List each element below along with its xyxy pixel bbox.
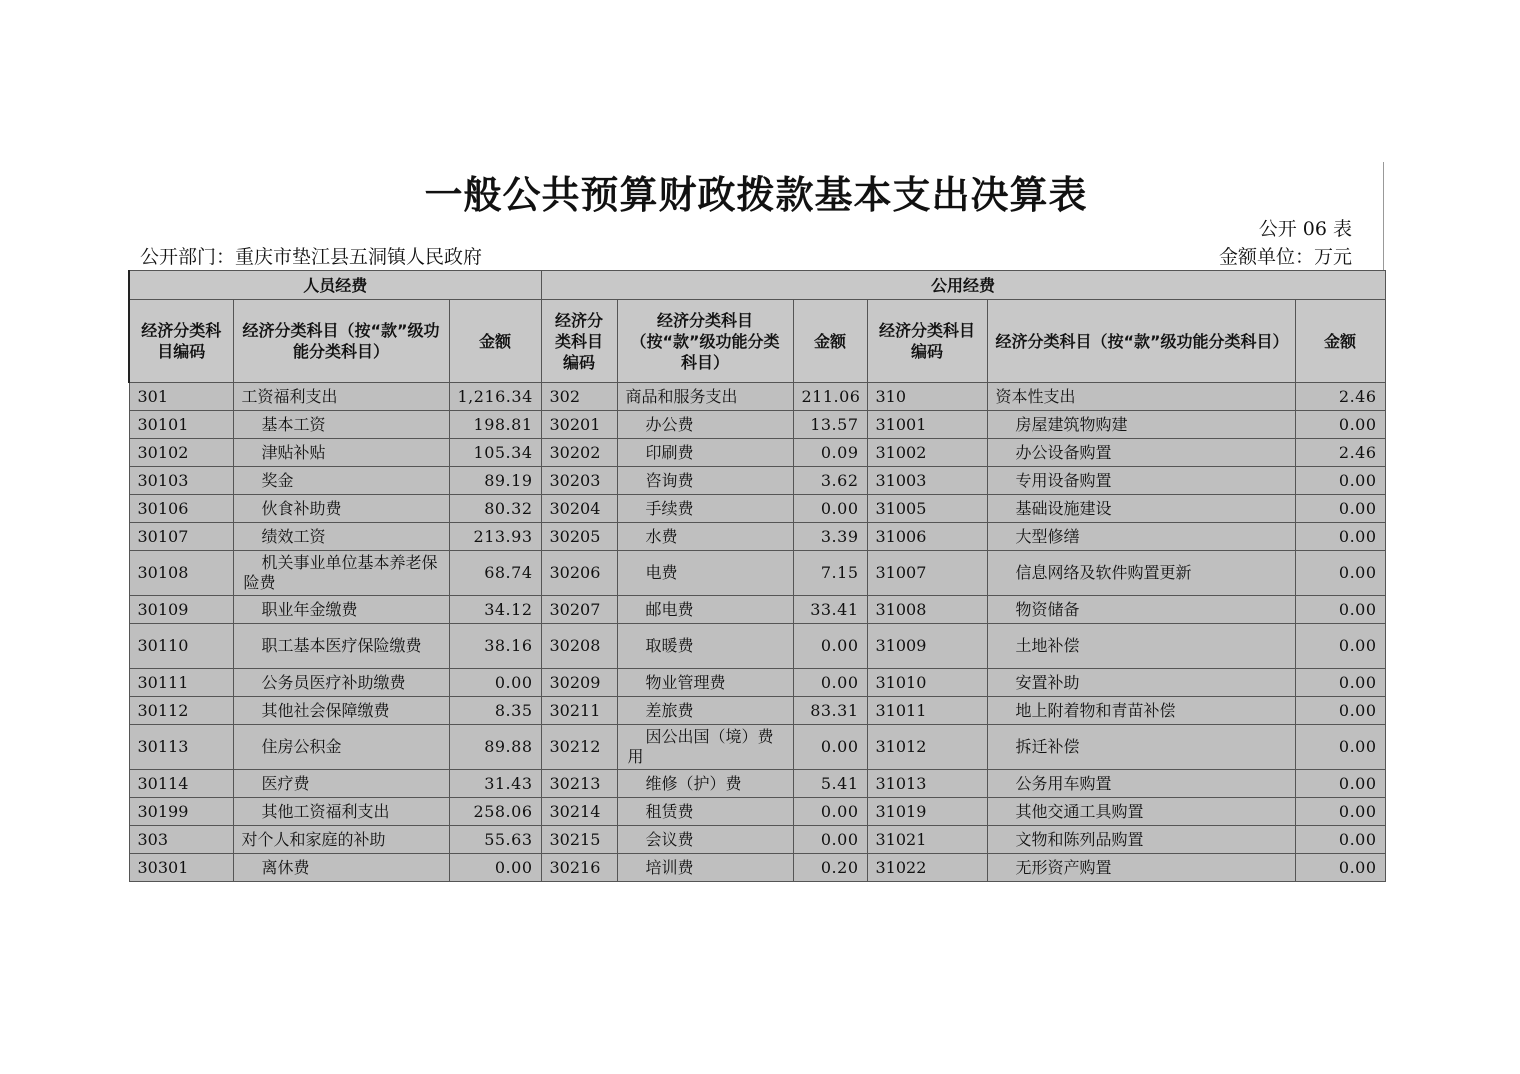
- personnel-amount-cell: 89.88: [449, 725, 541, 770]
- capital-amount-cell: 0.00: [1295, 770, 1385, 798]
- capital-name-cell: 公务用车购置: [987, 770, 1295, 798]
- personnel-amount-cell: 55.63: [449, 826, 541, 854]
- goods-amount-cell: 0.00: [793, 495, 867, 523]
- goods-amount-cell: 83.31: [793, 697, 867, 725]
- personnel-code-cell: 30111: [129, 669, 233, 697]
- goods-amount-cell: 0.20: [793, 854, 867, 882]
- capital-amount-cell: 0.00: [1295, 798, 1385, 826]
- personnel-code-cell: 30103: [129, 467, 233, 495]
- capital-name-cell: 无形资产购置: [987, 854, 1295, 882]
- personnel-amount-cell: 258.06: [449, 798, 541, 826]
- capital-amount-cell: 0.00: [1295, 467, 1385, 495]
- capital-name-cell: 拆迁补偿: [987, 725, 1295, 770]
- goods-name-cell: 取暖费: [617, 624, 793, 669]
- goods-amount-cell: 7.15: [793, 551, 867, 596]
- page-edge-line: [1383, 162, 1384, 272]
- goods-amount-cell: 0.00: [793, 725, 867, 770]
- capital-code-cell: 31006: [867, 523, 987, 551]
- table-row: [129, 411, 1385, 439]
- capital-amount-cell: 2.46: [1295, 439, 1385, 467]
- department-label: 公开部门：重庆市垫江县五洞镇人民政府: [140, 246, 483, 268]
- goods-name-cell: 因公出国（境）费用: [617, 725, 793, 770]
- personnel-code-cell: 303: [129, 826, 233, 854]
- table-body: [129, 383, 1385, 882]
- capital-code-cell: 31008: [867, 596, 987, 624]
- goods-name-cell: 咨询费: [617, 467, 793, 495]
- capital-name-cell: 地上附着物和青苗补偿: [987, 697, 1295, 725]
- capital-amount-cell: 0.00: [1295, 624, 1385, 669]
- personnel-name-cell: 工资福利支出: [233, 383, 449, 411]
- capital-name-cell: 信息网络及软件购置更新: [987, 551, 1295, 596]
- personnel-name-cell: 职业年金缴费: [233, 596, 449, 624]
- capital-code-cell: 31009: [867, 624, 987, 669]
- goods-name-cell: 办公费: [617, 411, 793, 439]
- report-title: 一般公共预算财政拨款基本支出决算表: [424, 173, 1088, 217]
- goods-code-cell: 30215: [541, 826, 617, 854]
- personnel-name-cell: 奖金: [233, 467, 449, 495]
- personnel-name-cell: 其他社会保障缴费: [233, 697, 449, 725]
- header-capital-name: 经济分类科目（按“款”级功能分类科目）: [987, 300, 1295, 383]
- capital-code-cell: 31021: [867, 826, 987, 854]
- personnel-name-cell: 对个人和家庭的补助: [233, 826, 449, 854]
- personnel-amount-cell: 8.35: [449, 697, 541, 725]
- personnel-code-cell: 30301: [129, 854, 233, 882]
- capital-name-cell: 办公设备购置: [987, 439, 1295, 467]
- capital-code-cell: 31022: [867, 854, 987, 882]
- table-row: [129, 669, 1385, 697]
- personnel-code-cell: 30114: [129, 770, 233, 798]
- goods-name-cell: 培训费: [617, 854, 793, 882]
- personnel-amount-cell: 213.93: [449, 523, 541, 551]
- header-personnel-code: 经济分类科目编码: [129, 300, 233, 383]
- table-row: [129, 551, 1385, 596]
- header-capital-amount: 金额: [1295, 300, 1385, 383]
- table-row: [129, 798, 1385, 826]
- capital-code-cell: 31002: [867, 439, 987, 467]
- capital-name-cell: 专用设备购置: [987, 467, 1295, 495]
- table-row: [129, 624, 1385, 669]
- personnel-amount-cell: 89.19: [449, 467, 541, 495]
- capital-name-cell: 安置补助: [987, 669, 1295, 697]
- goods-code-cell: 30209: [541, 669, 617, 697]
- capital-code-cell: 31001: [867, 411, 987, 439]
- budget-table: [128, 270, 1386, 882]
- personnel-name-cell: 基本工资: [233, 411, 449, 439]
- capital-amount-cell: 0.00: [1295, 854, 1385, 882]
- capital-amount-cell: 0.00: [1295, 697, 1385, 725]
- capital-name-cell: 土地补偿: [987, 624, 1295, 669]
- personnel-amount-cell: 68.74: [449, 551, 541, 596]
- table-number: 公开 06 表: [1258, 218, 1352, 240]
- goods-amount-cell: 0.00: [793, 826, 867, 854]
- goods-amount-cell: 211.06: [793, 383, 867, 411]
- capital-amount-cell: 0.00: [1295, 411, 1385, 439]
- personnel-name-cell: 机关事业单位基本养老保险费: [233, 551, 449, 596]
- personnel-name-cell: 绩效工资: [233, 523, 449, 551]
- goods-code-cell: 30206: [541, 551, 617, 596]
- personnel-amount-cell: 38.16: [449, 624, 541, 669]
- personnel-amount-cell: 198.81: [449, 411, 541, 439]
- personnel-code-cell: 30113: [129, 725, 233, 770]
- goods-name-cell: 印刷费: [617, 439, 793, 467]
- goods-code-cell: 30212: [541, 725, 617, 770]
- capital-name-cell: 其他交通工具购置: [987, 798, 1295, 826]
- table-row: [129, 725, 1385, 770]
- table-row: [129, 770, 1385, 798]
- goods-name-cell: 租赁费: [617, 798, 793, 826]
- personnel-amount-cell: 105.34: [449, 439, 541, 467]
- personnel-amount-cell: 0.00: [449, 669, 541, 697]
- capital-name-cell: 资本性支出: [987, 383, 1295, 411]
- personnel-code-cell: 30110: [129, 624, 233, 669]
- table-row: [129, 697, 1385, 725]
- goods-code-cell: 30207: [541, 596, 617, 624]
- capital-name-cell: 文物和陈列品购置: [987, 826, 1295, 854]
- goods-name-cell: 手续费: [617, 495, 793, 523]
- personnel-amount-cell: 31.43: [449, 770, 541, 798]
- header-goods-code: 经济分类科目编码: [541, 300, 617, 383]
- goods-amount-cell: 0.00: [793, 669, 867, 697]
- personnel-code-cell: 30106: [129, 495, 233, 523]
- goods-code-cell: 30214: [541, 798, 617, 826]
- personnel-code-cell: 30102: [129, 439, 233, 467]
- group-header-public: 公用经费: [541, 271, 1385, 300]
- capital-amount-cell: 0.00: [1295, 669, 1385, 697]
- capital-amount-cell: 0.00: [1295, 551, 1385, 596]
- capital-name-cell: 物资储备: [987, 596, 1295, 624]
- personnel-name-cell: 离休费: [233, 854, 449, 882]
- capital-code-cell: 31003: [867, 467, 987, 495]
- capital-amount-cell: 2.46: [1295, 383, 1385, 411]
- capital-name-cell: 房屋建筑物购建: [987, 411, 1295, 439]
- personnel-amount-cell: 0.00: [449, 854, 541, 882]
- capital-amount-cell: 0.00: [1295, 725, 1385, 770]
- personnel-name-cell: 公务员医疗补助缴费: [233, 669, 449, 697]
- goods-name-cell: 会议费: [617, 826, 793, 854]
- goods-amount-cell: 0.00: [793, 798, 867, 826]
- capital-amount-cell: 0.00: [1295, 826, 1385, 854]
- personnel-code-cell: 30101: [129, 411, 233, 439]
- table-row: [129, 523, 1385, 551]
- goods-code-cell: 30203: [541, 467, 617, 495]
- capital-code-cell: 31011: [867, 697, 987, 725]
- goods-amount-cell: 0.09: [793, 439, 867, 467]
- goods-code-cell: 30205: [541, 523, 617, 551]
- personnel-amount-cell: 34.12: [449, 596, 541, 624]
- personnel-code-cell: 30107: [129, 523, 233, 551]
- goods-amount-cell: 33.41: [793, 596, 867, 624]
- capital-amount-cell: 0.00: [1295, 495, 1385, 523]
- capital-amount-cell: 0.00: [1295, 596, 1385, 624]
- personnel-name-cell: 津贴补贴: [233, 439, 449, 467]
- table-row: [129, 383, 1385, 411]
- goods-name-cell: 邮电费: [617, 596, 793, 624]
- personnel-code-cell: 30108: [129, 551, 233, 596]
- goods-name-cell: 商品和服务支出: [617, 383, 793, 411]
- table-row: [129, 467, 1385, 495]
- capital-name-cell: 基础设施建设: [987, 495, 1295, 523]
- goods-code-cell: 30204: [541, 495, 617, 523]
- capital-code-cell: 31007: [867, 551, 987, 596]
- capital-code-cell: 31005: [867, 495, 987, 523]
- header-goods-name: 经济分类科目（按“款”级功能分类科目）: [617, 300, 793, 383]
- goods-code-cell: 30202: [541, 439, 617, 467]
- personnel-name-cell: 伙食补助费: [233, 495, 449, 523]
- personnel-name-cell: 医疗费: [233, 770, 449, 798]
- goods-amount-cell: 13.57: [793, 411, 867, 439]
- header-personnel-name: 经济分类科目（按“款”级功能分类科目）: [233, 300, 449, 383]
- goods-amount-cell: 5.41: [793, 770, 867, 798]
- table-row: [129, 854, 1385, 882]
- personnel-amount-cell: 1,216.34: [449, 383, 541, 411]
- goods-amount-cell: 3.39: [793, 523, 867, 551]
- goods-code-cell: 302: [541, 383, 617, 411]
- goods-name-cell: 维修（护）费: [617, 770, 793, 798]
- capital-name-cell: 大型修缮: [987, 523, 1295, 551]
- goods-name-cell: 水费: [617, 523, 793, 551]
- capital-code-cell: 31012: [867, 725, 987, 770]
- personnel-name-cell: 其他工资福利支出: [233, 798, 449, 826]
- table-row: [129, 495, 1385, 523]
- goods-code-cell: 30208: [541, 624, 617, 669]
- capital-amount-cell: 0.00: [1295, 523, 1385, 551]
- table-row: [129, 826, 1385, 854]
- personnel-name-cell: 住房公积金: [233, 725, 449, 770]
- personnel-code-cell: 30109: [129, 596, 233, 624]
- capital-code-cell: 31010: [867, 669, 987, 697]
- goods-code-cell: 30211: [541, 697, 617, 725]
- goods-amount-cell: 0.00: [793, 624, 867, 669]
- capital-code-cell: 31019: [867, 798, 987, 826]
- goods-name-cell: 电费: [617, 551, 793, 596]
- capital-code-cell: 31013: [867, 770, 987, 798]
- personnel-name-cell: 职工基本医疗保险缴费: [233, 624, 449, 669]
- personnel-code-cell: 30199: [129, 798, 233, 826]
- group-header-personnel: 人员经费: [129, 271, 541, 300]
- goods-name-cell: 差旅费: [617, 697, 793, 725]
- capital-code-cell: 310: [867, 383, 987, 411]
- amount-unit-label: 金额单位：万元: [1218, 246, 1352, 268]
- personnel-amount-cell: 80.32: [449, 495, 541, 523]
- header-personnel-amount: 金额: [449, 300, 541, 383]
- personnel-code-cell: 30112: [129, 697, 233, 725]
- header-goods-amount: 金额: [793, 300, 867, 383]
- goods-code-cell: 30213: [541, 770, 617, 798]
- table-row: [129, 596, 1385, 624]
- goods-amount-cell: 3.62: [793, 467, 867, 495]
- goods-code-cell: 30216: [541, 854, 617, 882]
- goods-code-cell: 30201: [541, 411, 617, 439]
- personnel-code-cell: 301: [129, 383, 233, 411]
- goods-name-cell: 物业管理费: [617, 669, 793, 697]
- header-capital-code: 经济分类科目编码: [867, 300, 987, 383]
- table-row: [129, 439, 1385, 467]
